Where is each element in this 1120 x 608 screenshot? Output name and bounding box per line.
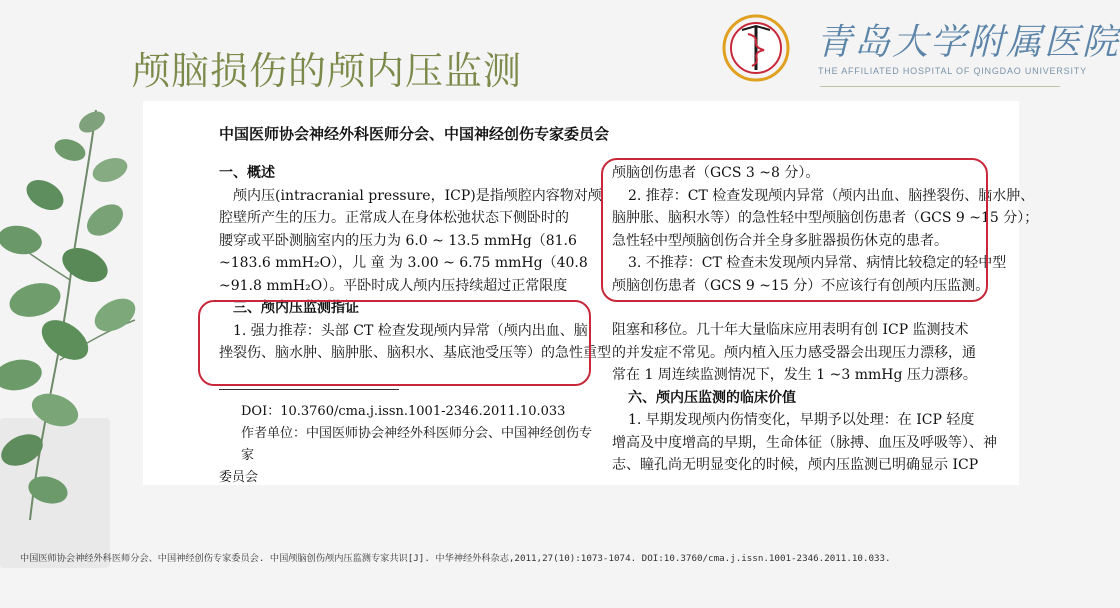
document-footnote	[203, 401, 595, 489]
document-excerpt	[143, 101, 1039, 485]
text-line: 腰穿或平卧测脑室内的压力为 6.0 ~ 13.5 mmHg（81.6	[219, 232, 577, 249]
footnote-separator	[219, 389, 399, 390]
text-line: ~183.6 mmH₂O），儿 童 为 3.00 ~ 6.75 mmHg（40.8	[219, 255, 588, 271]
section-overview-heading: 一、概述	[219, 165, 275, 181]
section-clinical-value-heading: 六、颅内压监测的临床价值	[628, 389, 796, 406]
text-line: 增高及中度增高的早期，生命体征（脉搏、血压及呼吸等）、神	[612, 434, 997, 451]
text-line: 挫裂伤、脑水肿、脑肿胀、脑积水、基底池受压等）的急性重型	[219, 345, 611, 361]
header-divider	[820, 86, 1060, 87]
text-line: 腔壁所产生的压力。正常成人在身体松弛状态下侧卧时的	[219, 210, 569, 226]
document-org-header: 中国医师协会神经外科医师分会、中国神经创伤专家委员会	[219, 125, 610, 143]
author-unit-line: 委员会	[219, 470, 259, 485]
text-line: 脑肿胀、脑积水等）的急性轻中型颅脑创伤患者（GCS 9 ~15 分）；	[612, 210, 1039, 226]
text-line: 1. 强力推荐：头部 CT 检查发现颅内异常（颅内出血、脑	[233, 322, 588, 339]
reference-citation: 中国医师协会神经外科医师分会、中国神经创伤专家委员会. 中国颅脑创伤颅内压监测专家共识[J]. 中华神经外科杂志,2011,27(10):1073-1074. DOI:10.3760/cma.j.issn.1001-2346.2011.10.033.	[20, 553, 891, 564]
highlight-box-recommendations	[601, 158, 1039, 302]
text-line: 1. 早期发现颅内伤情变化，早期予以处理：在 ICP 轻度	[628, 412, 975, 428]
text-line: 2. 推荐：CT 检查发现颅内异常（颅内出血、脑挫裂伤、脑水肿、	[628, 187, 1035, 204]
doi-line: DOI：10.3760/cma.j.issn.1001-2346.2011.10.033	[241, 404, 566, 419]
text-line: 颅脑创伤患者（GCS 9 ~15 分）不应该行有创颅内压监测。	[612, 277, 990, 294]
text-line: ~91.8 mmH₂O）。平卧时成人颅内压持续超过正常限度	[219, 277, 568, 294]
text-line: 急性轻中型颅脑创伤合并全身多脏器损伤休克的患者。	[612, 232, 948, 249]
text-line: 颅内压(intracranial pressure，ICP)是指颅腔内容物对颅	[233, 187, 602, 204]
text-line: 颅脑创伤患者（GCS 3 ~8 分）。	[612, 165, 820, 181]
text-line: 志、瞳孔尚无明显变化的时候，颅内压监测已明确显示 ICP	[612, 457, 979, 473]
highlight-box-indications	[198, 300, 591, 386]
text-line: 3. 不推荐：CT 检查未发现颅内异常、病情比较稳定的轻中型	[628, 255, 1007, 271]
slide-title: 颅脑损伤的颅内压监测	[132, 49, 523, 93]
hospital-english-name: THE AFFILIATED HOSPITAL OF QINGDAO UNIVERSITY	[818, 66, 1087, 76]
eucalyptus-plant-icon	[0, 100, 145, 520]
author-unit-line: 作者单位：中国医师协会神经外科医师分会、中国神经创伤专家	[241, 426, 593, 463]
section-indications-heading: 三、颅内压监测指证	[233, 300, 359, 316]
text-line: 常在 1 周连续监测情况下，发生 1 ~3 mmHg 压力漂移。	[612, 367, 977, 383]
hospital-name: 青岛大学附属医院	[816, 22, 1120, 63]
hospital-caduceus-logo-icon	[712, 8, 800, 88]
text-line: 的并发症不常见。颅内植入压力感受器会出现压力漂移，通	[612, 344, 976, 361]
text-line: 阻塞和移位。几十年大量临床应用表明有创 ICP 监测技术	[612, 322, 969, 338]
